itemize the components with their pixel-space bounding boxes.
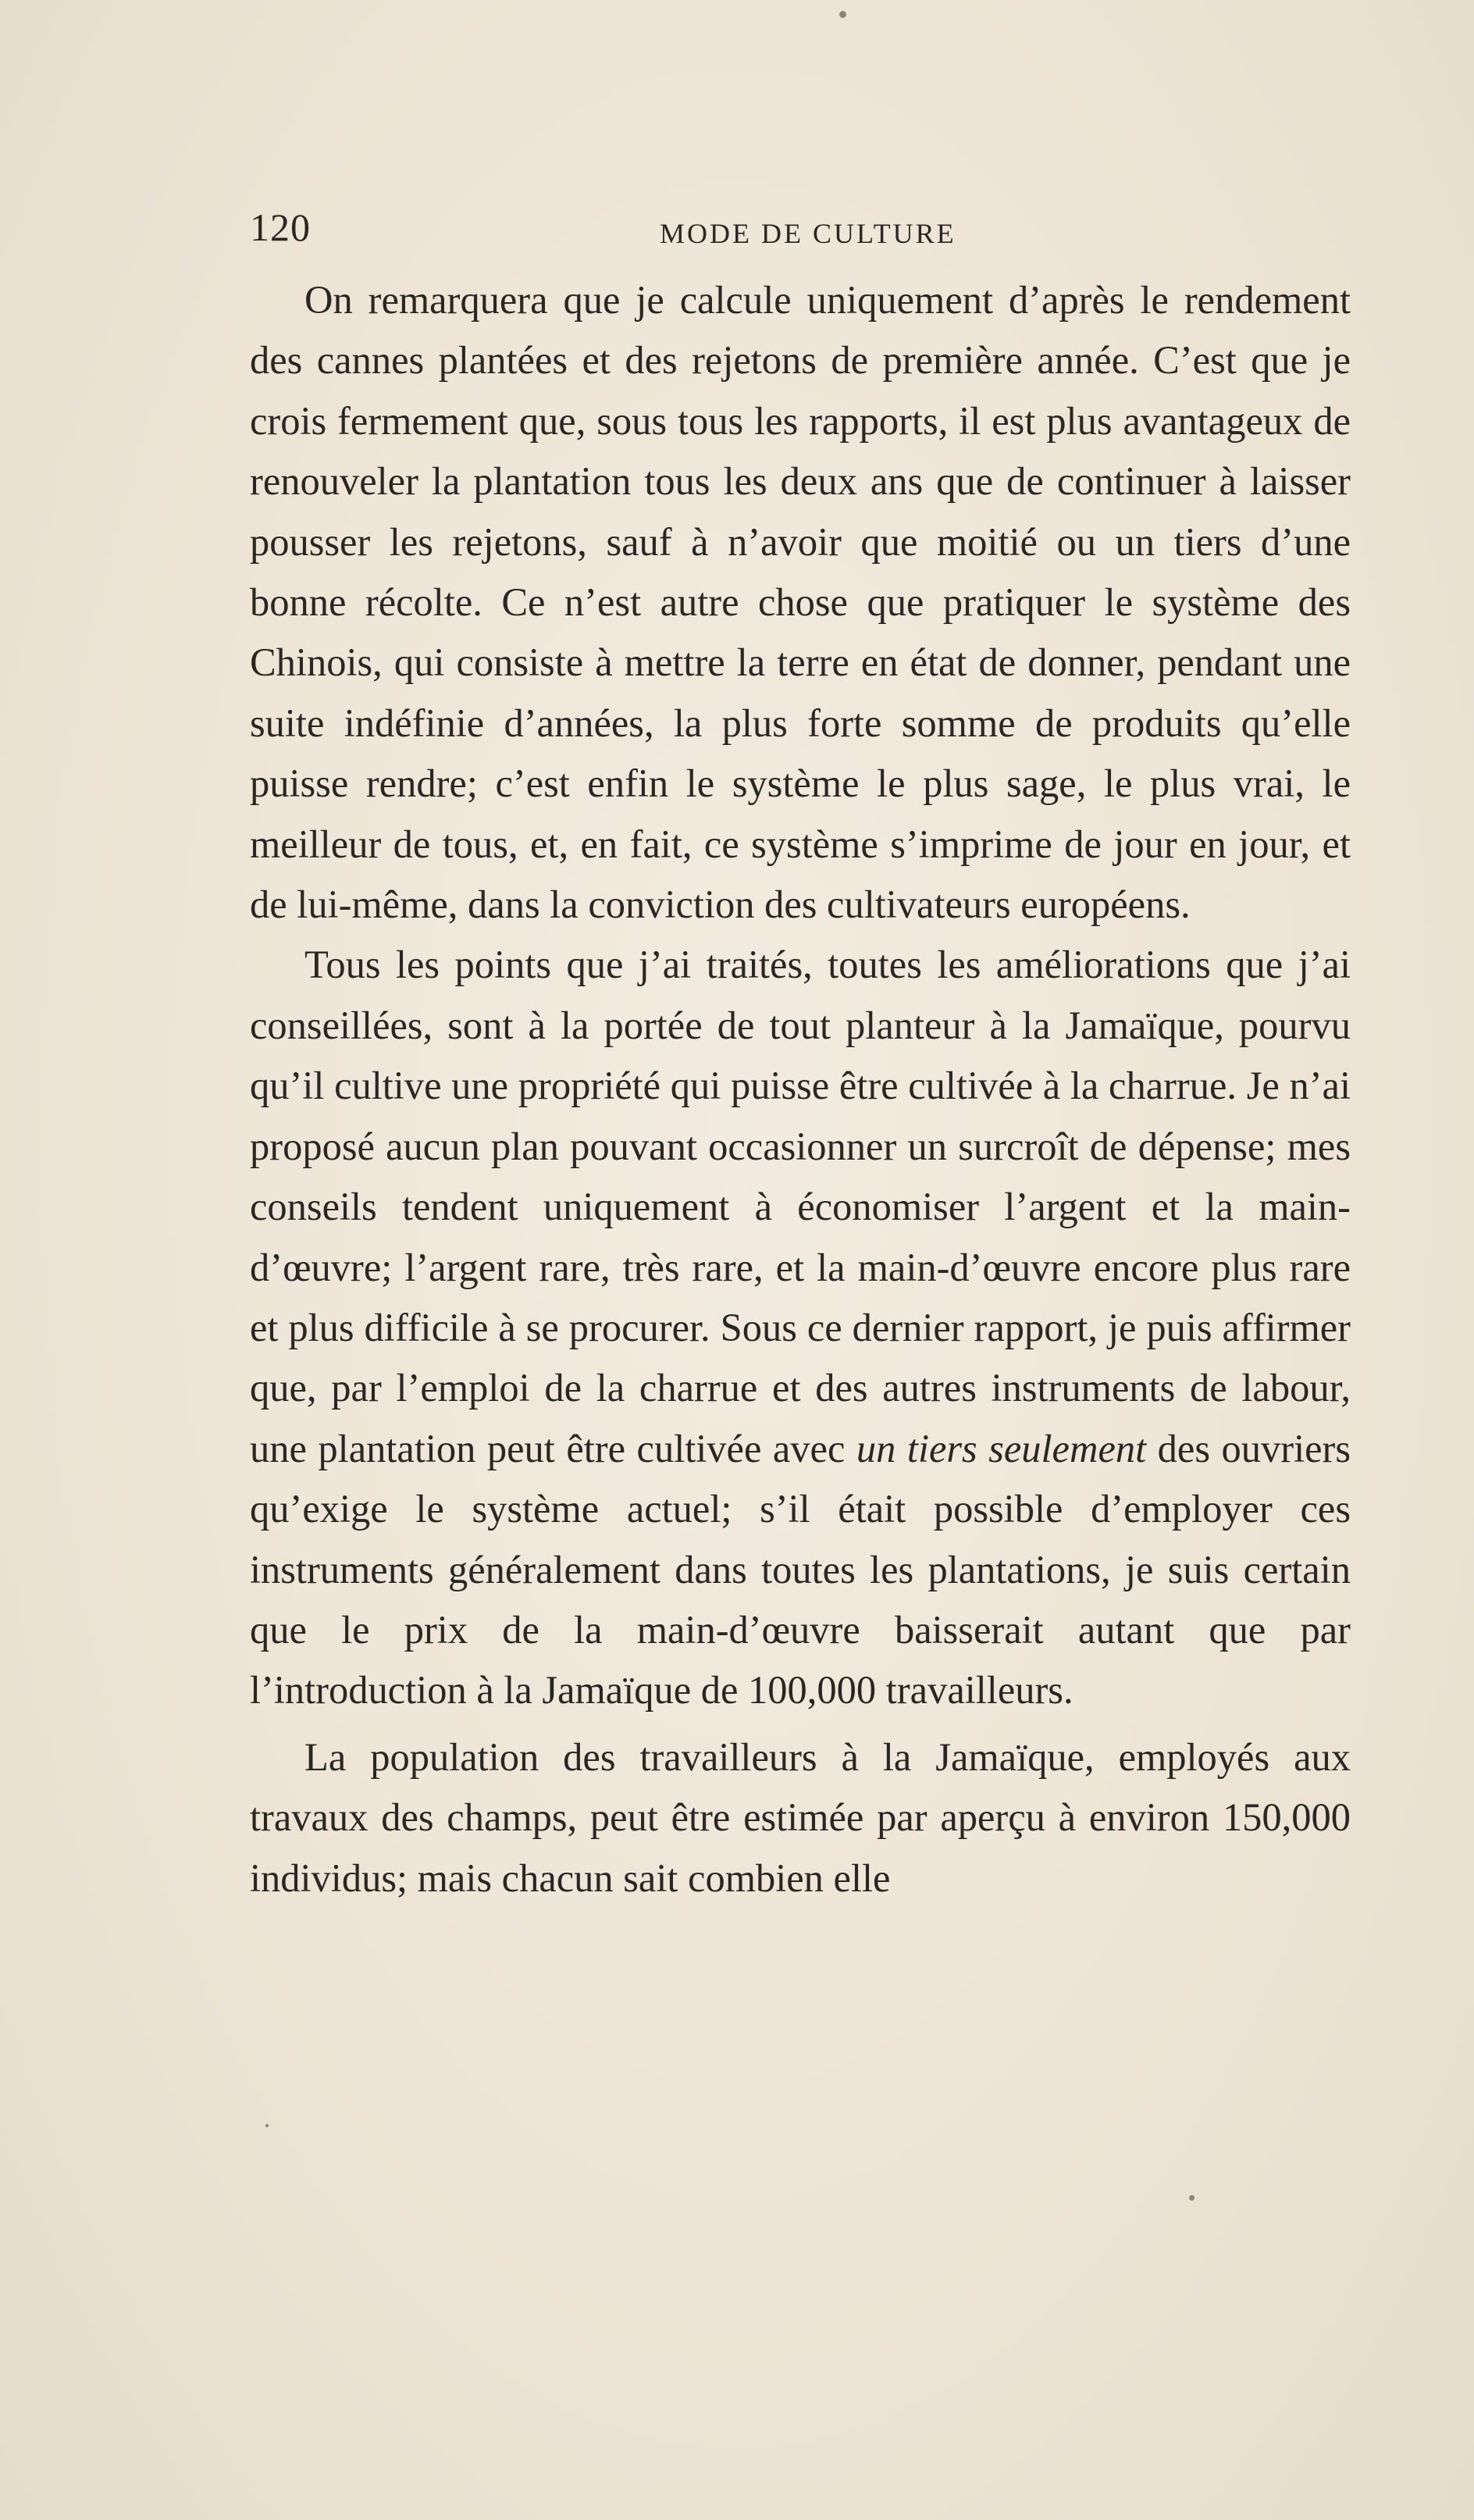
paper-speck (839, 11, 846, 18)
body-text (250, 270, 1351, 1909)
paragraph-1: On remarquera que je calcule uniquement d’après le rendement des cannes plantées et des rejetons de première année. C’est que je crois fermement que, sous tous les rapports, il est plus avantageux de renouveler la plantation tous les deux ans que de continuer à laisser pousser les rejetons, sauf à n’avoir que moitié ou un tiers d’une bonne récolte. Ce n’est autre chose que pratiquer le système des Chinois, qui consiste à mettre la terre en état de donner, pendant une suite indéfinie d’années, la plus forte somme de produits qu’elle puisse rendre; c’est enfin le système le plus sage, le plus vrai, le meilleur de tous, et, en fait, ce système s’imprime de jour en jour, et de lui-même, dans la conviction des cultivateurs européens. (250, 278, 1351, 927)
paragraph-2-text-a: Tous les points que j’ai traités, toutes les améliorations que j’ai conseillées, sont à la portée de tout planteur à la Jamaïque, pourvu qu’il cultive une propriété qui puisse être cultivée à la charrue. Je n’ai proposé aucun plan pouvant occasionner un surcroît de dépense; mes conseils tendent uniquement à économiser l’argent et la main-d’œuvre; l’argent rare, très rare, et la main-d’œuvre encore plus rare et plus difficile à se procurer. Sous ce dernier rapport, je puis affirmer que, par l’emploi de la charrue et des autres instruments de labour, une plantation peut être cultivée avec (250, 943, 1351, 1470)
paper-speck (1189, 2195, 1195, 2201)
page-number: 120 (250, 205, 311, 249)
paragraph-3: La population des travailleurs à la Jamaïque, employés aux travaux des champs, peut être estimée par aperçu à environ 150,000 individus; mais chacun sait combien elle (250, 1734, 1351, 1900)
page-header (250, 205, 1351, 267)
paragraph-2 (250, 935, 1351, 1720)
running-head: MODE DE CULTURE (660, 218, 956, 249)
paper-speck (265, 2124, 269, 2127)
paragraph-2-text-b: des ouvriers qu’exige le système actuel; s’il était possible d’employer ces instruments généralement dans toutes les plantations, je suis certain que le prix de la main-d’œuvre baisserait autant que par l’introduction à la Jamaïque de 100,000 travailleurs. (250, 1426, 1351, 1713)
paragraph-2-italic: un tiers seulement (856, 1426, 1147, 1470)
